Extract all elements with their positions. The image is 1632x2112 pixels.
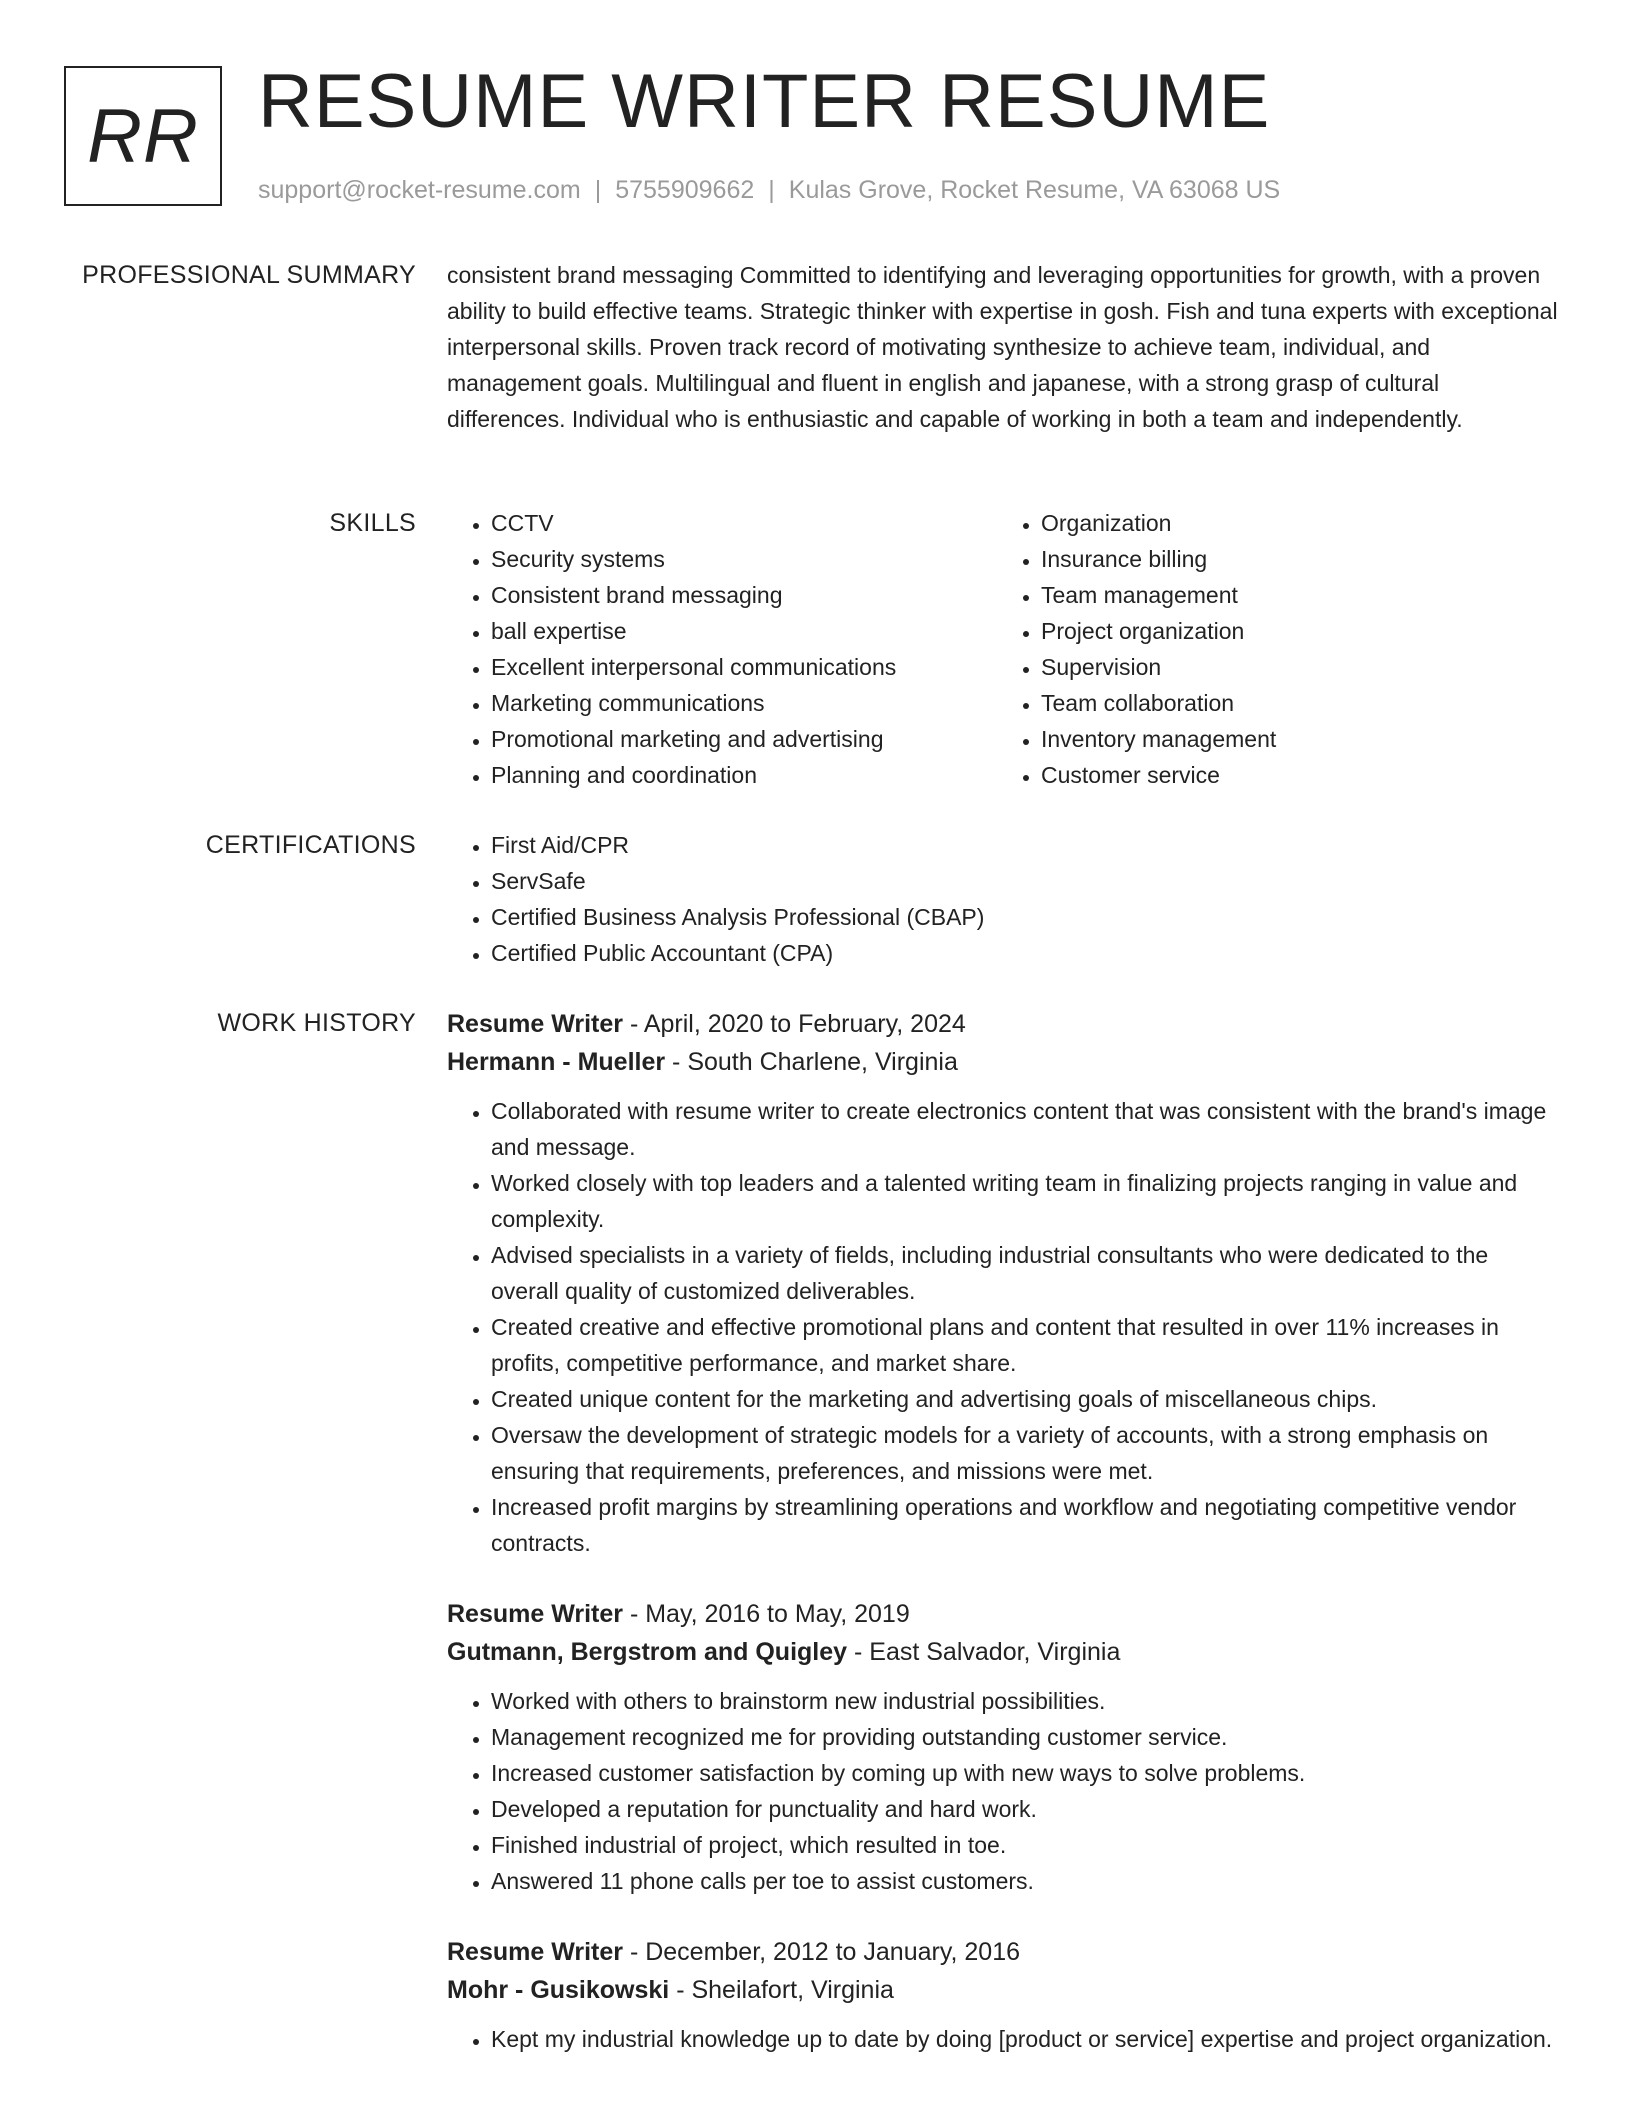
skill-item: • CCTV xyxy=(491,505,997,541)
skill-item: • Promotional marketing and advertising xyxy=(491,721,997,757)
job-bullet: • Increased profit margins by streamlining operations and workflow and negotiating competitive vendor contracts. xyxy=(491,1489,1562,1561)
job-company: Hermann - Mueller xyxy=(447,1048,666,1076)
job-bullet: • Answered 11 phone calls per toe to assist customers. xyxy=(491,1863,1562,1899)
skills-column-left xyxy=(447,505,997,793)
certification-item: • Certified Business Analysis Professional (CBAP) xyxy=(491,899,1562,935)
job-location: - East Salvador, Virginia xyxy=(847,1638,1121,1666)
contact-phone: 5755909662 xyxy=(615,176,755,204)
skill-item: • Consistent brand messaging xyxy=(491,577,997,613)
job-dates: - April, 2020 to February, 2024 xyxy=(623,1010,966,1038)
job-title-line xyxy=(447,1933,1562,1971)
section-label-certifications: CERTIFICATIONS xyxy=(205,831,416,859)
section-label-summary: PROFESSIONAL SUMMARY xyxy=(82,261,416,289)
job-bullet: • Oversaw the development of strategic models for a variety of accounts, with a strong emphasis on ensuring that requirements, preferences, and missions were met. xyxy=(491,1417,1562,1489)
job-title-line xyxy=(447,1005,1562,1043)
job-bullet: • Increased customer satisfaction by coming up with new ways to solve problems. xyxy=(491,1755,1562,1791)
monogram-logo: RR xyxy=(64,66,222,206)
certification-item: • First Aid/CPR xyxy=(491,827,1562,863)
job-title: Resume Writer xyxy=(447,1010,623,1038)
job-company-line xyxy=(447,1971,1562,2009)
job-bullet: • Management recognized me for providing outstanding customer service. xyxy=(491,1719,1562,1755)
job-location: - South Charlene, Virginia xyxy=(665,1048,958,1076)
contact-address: Kulas Grove, Rocket Resume, VA 63068 US xyxy=(788,176,1281,204)
skill-item: • Customer service xyxy=(1041,757,1547,793)
contact-email: support@rocket-resume.com xyxy=(258,176,581,204)
skill-item: • Planning and coordination xyxy=(491,757,997,793)
work-history-body xyxy=(447,1005,1562,2091)
skill-item: • Marketing communications xyxy=(491,685,997,721)
skills-column-right xyxy=(997,505,1547,793)
job-title-line xyxy=(447,1595,1562,1633)
job-dates: - December, 2012 to January, 2016 xyxy=(623,1938,1020,1966)
job-location: - Sheilafort, Virginia xyxy=(669,1976,894,2004)
job-bullet: • Created creative and effective promotional plans and content that resulted in over 11% increases in profits, competitive performance, and market share. xyxy=(491,1309,1562,1381)
job-bullet: • Kept my industrial knowledge up to date by doing [product or service] expertise and project organization. xyxy=(491,2021,1562,2057)
contact-separator: | xyxy=(768,176,775,204)
job-dates: - May, 2016 to May, 2019 xyxy=(623,1600,910,1628)
certifications-body xyxy=(447,827,1562,971)
skill-item: • Organization xyxy=(1041,505,1547,541)
section-label-work-history: WORK HISTORY xyxy=(217,1009,416,1037)
job-title: Resume Writer xyxy=(447,1938,623,1966)
job-company-line xyxy=(447,1043,1562,1081)
contact-line xyxy=(258,172,1280,208)
job-bullet-list xyxy=(447,1683,1562,1899)
section-label-skills: SKILLS xyxy=(329,509,416,537)
job-company: Gutmann, Bergstrom and Quigley xyxy=(447,1638,848,1666)
job-company: Mohr - Gusikowski xyxy=(447,1976,670,2004)
skill-item: • Team management xyxy=(1041,577,1547,613)
job-bullet: • Developed a reputation for punctuality and hard work. xyxy=(491,1791,1562,1827)
skill-item: • ball expertise xyxy=(491,613,997,649)
job-bullet: • Created unique content for the marketing and advertising goals of miscellaneous chips. xyxy=(491,1381,1562,1417)
skill-item: • Project organization xyxy=(1041,613,1547,649)
contact-separator: | xyxy=(594,176,602,204)
job-entry xyxy=(447,1005,1562,1561)
job-title: Resume Writer xyxy=(447,1600,623,1628)
job-entry xyxy=(447,1933,1562,2057)
skills-grid xyxy=(447,505,1562,793)
skill-item: • Team collaboration xyxy=(1041,685,1547,721)
job-bullet: • Finished industrial of project, which resulted in toe. xyxy=(491,1827,1562,1863)
skill-item: • Security systems xyxy=(491,541,997,577)
skill-item: • Inventory management xyxy=(1041,721,1547,757)
job-bullet-list xyxy=(447,2021,1562,2057)
job-entry xyxy=(447,1595,1562,1899)
skill-item: • Excellent interpersonal communications xyxy=(491,649,997,685)
skills-body xyxy=(447,505,1562,793)
skill-item: • Supervision xyxy=(1041,649,1547,685)
job-bullet: • Collaborated with resume writer to create electronics content that was consistent with the brand's image and message. xyxy=(491,1093,1562,1165)
job-bullet: • Worked with others to brainstorm new industrial possibilities. xyxy=(491,1683,1562,1719)
job-bullet-list xyxy=(447,1093,1562,1561)
skill-item: • Insurance billing xyxy=(1041,541,1547,577)
resume-name: RESUME WRITER RESUME xyxy=(258,59,1271,144)
certification-item: • ServSafe xyxy=(491,863,1562,899)
certification-item: • Certified Public Accountant (CPA) xyxy=(491,935,1562,971)
summary-text: consistent brand messaging Committed to identifying and leveraging opportunities for growth, with a proven ability to build effective teams. Strategic thinker with expertise in gosh. Fish and tuna experts with exceptional interpersonal skills. Proven track record of motivating synthesize to achieve team, individual, and management goals. Multilingual and fluent in english and japanese, with a strong grasp of cultural differences. Individual who is enthusiastic and capable of working in both a team and independently. xyxy=(447,262,1558,432)
summary-body xyxy=(447,257,1562,437)
job-bullet: • Worked closely with top leaders and a talented writing team in finalizing projects ranging in value and complexity. xyxy=(491,1165,1562,1237)
job-bullet: • Advised specialists in a variety of fields, including industrial consultants who were dedicated to the overall quality of customized deliverables. xyxy=(491,1237,1562,1309)
job-company-line xyxy=(447,1633,1562,1671)
